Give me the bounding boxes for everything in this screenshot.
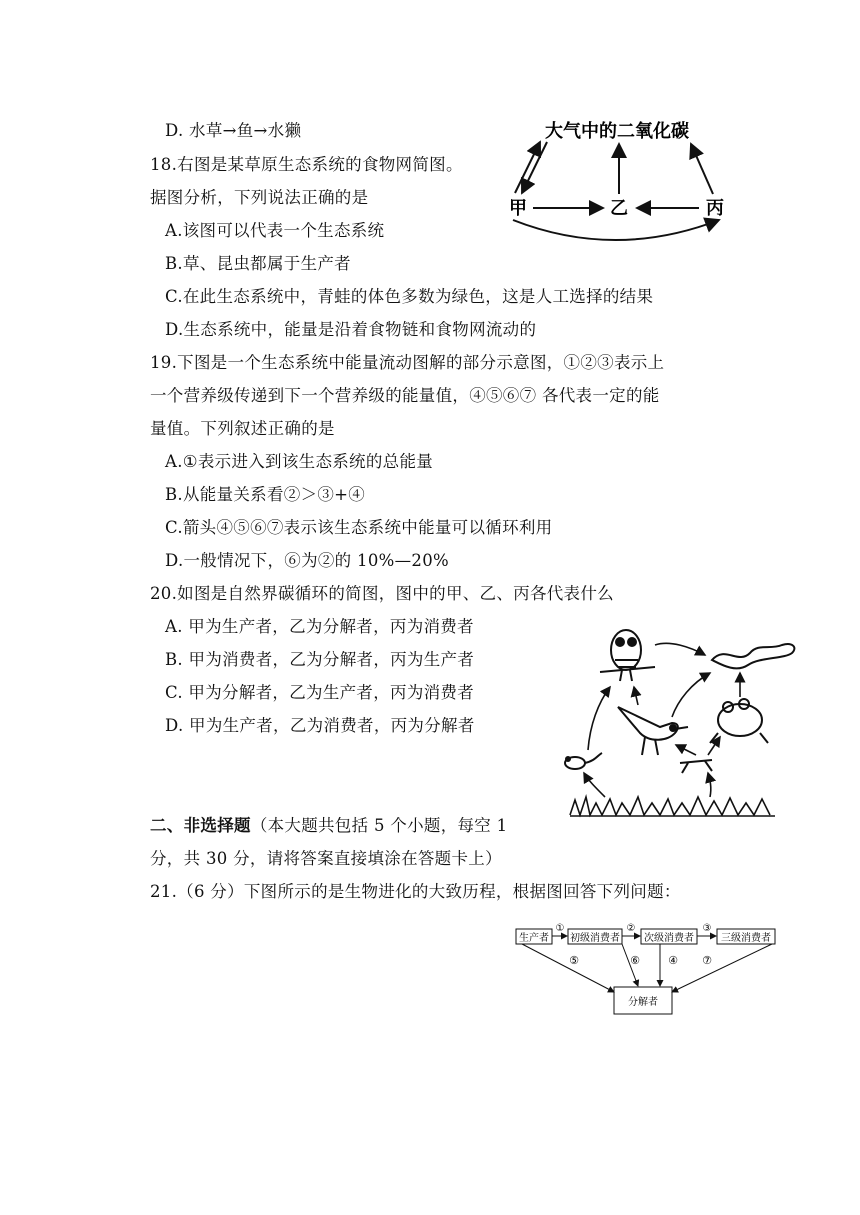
carbon-atmosphere-label: 大气中的二氧化碳 <box>545 121 689 142</box>
q18-option-a: A.该图可以代表一个生态系统 <box>165 221 385 240</box>
arrow-bing-to-co2 <box>691 144 713 194</box>
box-tertiary-consumer <box>717 929 775 944</box>
label-primary-consumer: 初级消费者 <box>570 933 620 944</box>
grass-icon <box>570 797 775 816</box>
section2-heading <box>150 815 507 837</box>
box-secondary-consumer <box>641 929 697 944</box>
q17-option-d: D. 水草→鱼→水獭 <box>165 121 302 140</box>
q18-option-d: D.生态系统中，能量是沿着食物链和食物网流动的 <box>165 320 537 339</box>
bird-icon <box>618 707 688 755</box>
q20-option-d: D. 甲为生产者，乙为消费者，丙为分解者 <box>165 716 475 735</box>
q19-stem-line2: 一个营养级传递到下一个营养级的能量值，④⑤⑥⑦ 各代表一定的能 <box>150 386 660 405</box>
arrow-grass-to-insect <box>708 773 711 797</box>
arrow-insect-to-bird <box>676 745 696 755</box>
arrow-grass-to-mouse <box>584 773 605 797</box>
carbon-cycle-diagram <box>495 110 740 250</box>
q18-option-b: B.草、昆虫都属于生产者 <box>165 254 351 273</box>
section2-title: 二、非选择题 <box>150 816 251 835</box>
q19-option-b: B.从能量关系看②＞③+④ <box>165 485 366 504</box>
arrow-bird-to-owl <box>634 687 638 705</box>
num-1: ① <box>555 923 565 934</box>
box-decomposer <box>614 987 672 1014</box>
snake-icon <box>712 644 794 668</box>
box-primary-consumer <box>568 929 622 944</box>
box-producer <box>516 929 552 944</box>
q20-stem: 20.如图是自然界碳循环的简图，图中的甲、乙、丙各代表什么 <box>150 584 614 603</box>
q18-stem-line2: 据图分析，下列说法正确的是 <box>150 188 369 207</box>
num-5: ⑤ <box>569 954 579 967</box>
arrow-mouse-to-owl <box>588 687 610 750</box>
section2-note-line2: 分，共 30 分，请将答案直接填涂在答题卡上） <box>150 849 502 868</box>
num-7: ⑦ <box>702 954 712 967</box>
carbon-node-yi: 乙 <box>610 198 628 219</box>
insect-icon <box>680 760 712 773</box>
frog-icon <box>710 699 768 743</box>
num-3: ③ <box>702 923 712 934</box>
num-4: ④ <box>668 954 678 967</box>
q21-stem: 21.（6 分）下图所示的是生物进化的大致历程，根据图回答下列问题： <box>150 882 681 901</box>
mouse-icon <box>565 753 602 769</box>
label-decomposer: 分解者 <box>628 997 658 1008</box>
owl-icon <box>600 630 655 681</box>
food-web-sketch <box>560 615 810 820</box>
q19-option-c: C.箭头④⑤⑥⑦表示该生态系统中能量可以循环利用 <box>165 518 553 537</box>
arrow-jia-to-bing <box>513 220 719 240</box>
q19-stem-line3: 量值。下列叙述正确的是 <box>150 419 335 438</box>
num-2: ② <box>626 923 636 934</box>
q20-option-c: C. 甲为分解者，乙为生产者，丙为消费者 <box>165 683 475 702</box>
q19-option-a: A.①表示进入到该生态系统的总能量 <box>165 452 434 471</box>
carbon-node-bing: 丙 <box>706 198 724 219</box>
arrow-owl-to-snake <box>655 643 705 655</box>
q20-option-a: A. 甲为生产者，乙为分解者，丙为消费者 <box>165 617 474 636</box>
section2-note: （本大题共包括 5 个小题，每空 1 <box>250 816 508 835</box>
label-secondary-consumer: 次级消费者 <box>644 933 694 944</box>
num-6: ⑥ <box>630 954 640 967</box>
arrow-5 <box>522 944 614 992</box>
arrow-7 <box>672 944 772 992</box>
carbon-node-jia: 甲 <box>509 198 527 219</box>
arrow-insect-to-frog <box>708 737 720 755</box>
arrow-bird-to-snake <box>672 673 710 717</box>
q18-option-c: C.在此生态系统中，青蛙的体色多数为绿色，这是人工选择的结果 <box>165 287 654 306</box>
energy-flow-diagram <box>510 920 790 1020</box>
label-tertiary-consumer: 三级消费者 <box>721 933 771 944</box>
arrow-co2-to-jia <box>522 142 547 193</box>
q20-option-b: B. 甲为消费者，乙为分解者，丙为生产者 <box>165 650 475 669</box>
arrow-jia-to-co2 <box>515 142 540 193</box>
q19-stem-line1: 19.下图是一个生态系统中能量流动图解的部分示意图，①②③表示上 <box>150 353 665 372</box>
q19-option-d: D.一般情况下，⑥为②的 10%—20% <box>165 551 449 570</box>
q18-stem-line1: 18.右图是某草原生态系统的食物网简图。 <box>150 155 463 174</box>
label-producer: 生产者 <box>519 933 549 944</box>
